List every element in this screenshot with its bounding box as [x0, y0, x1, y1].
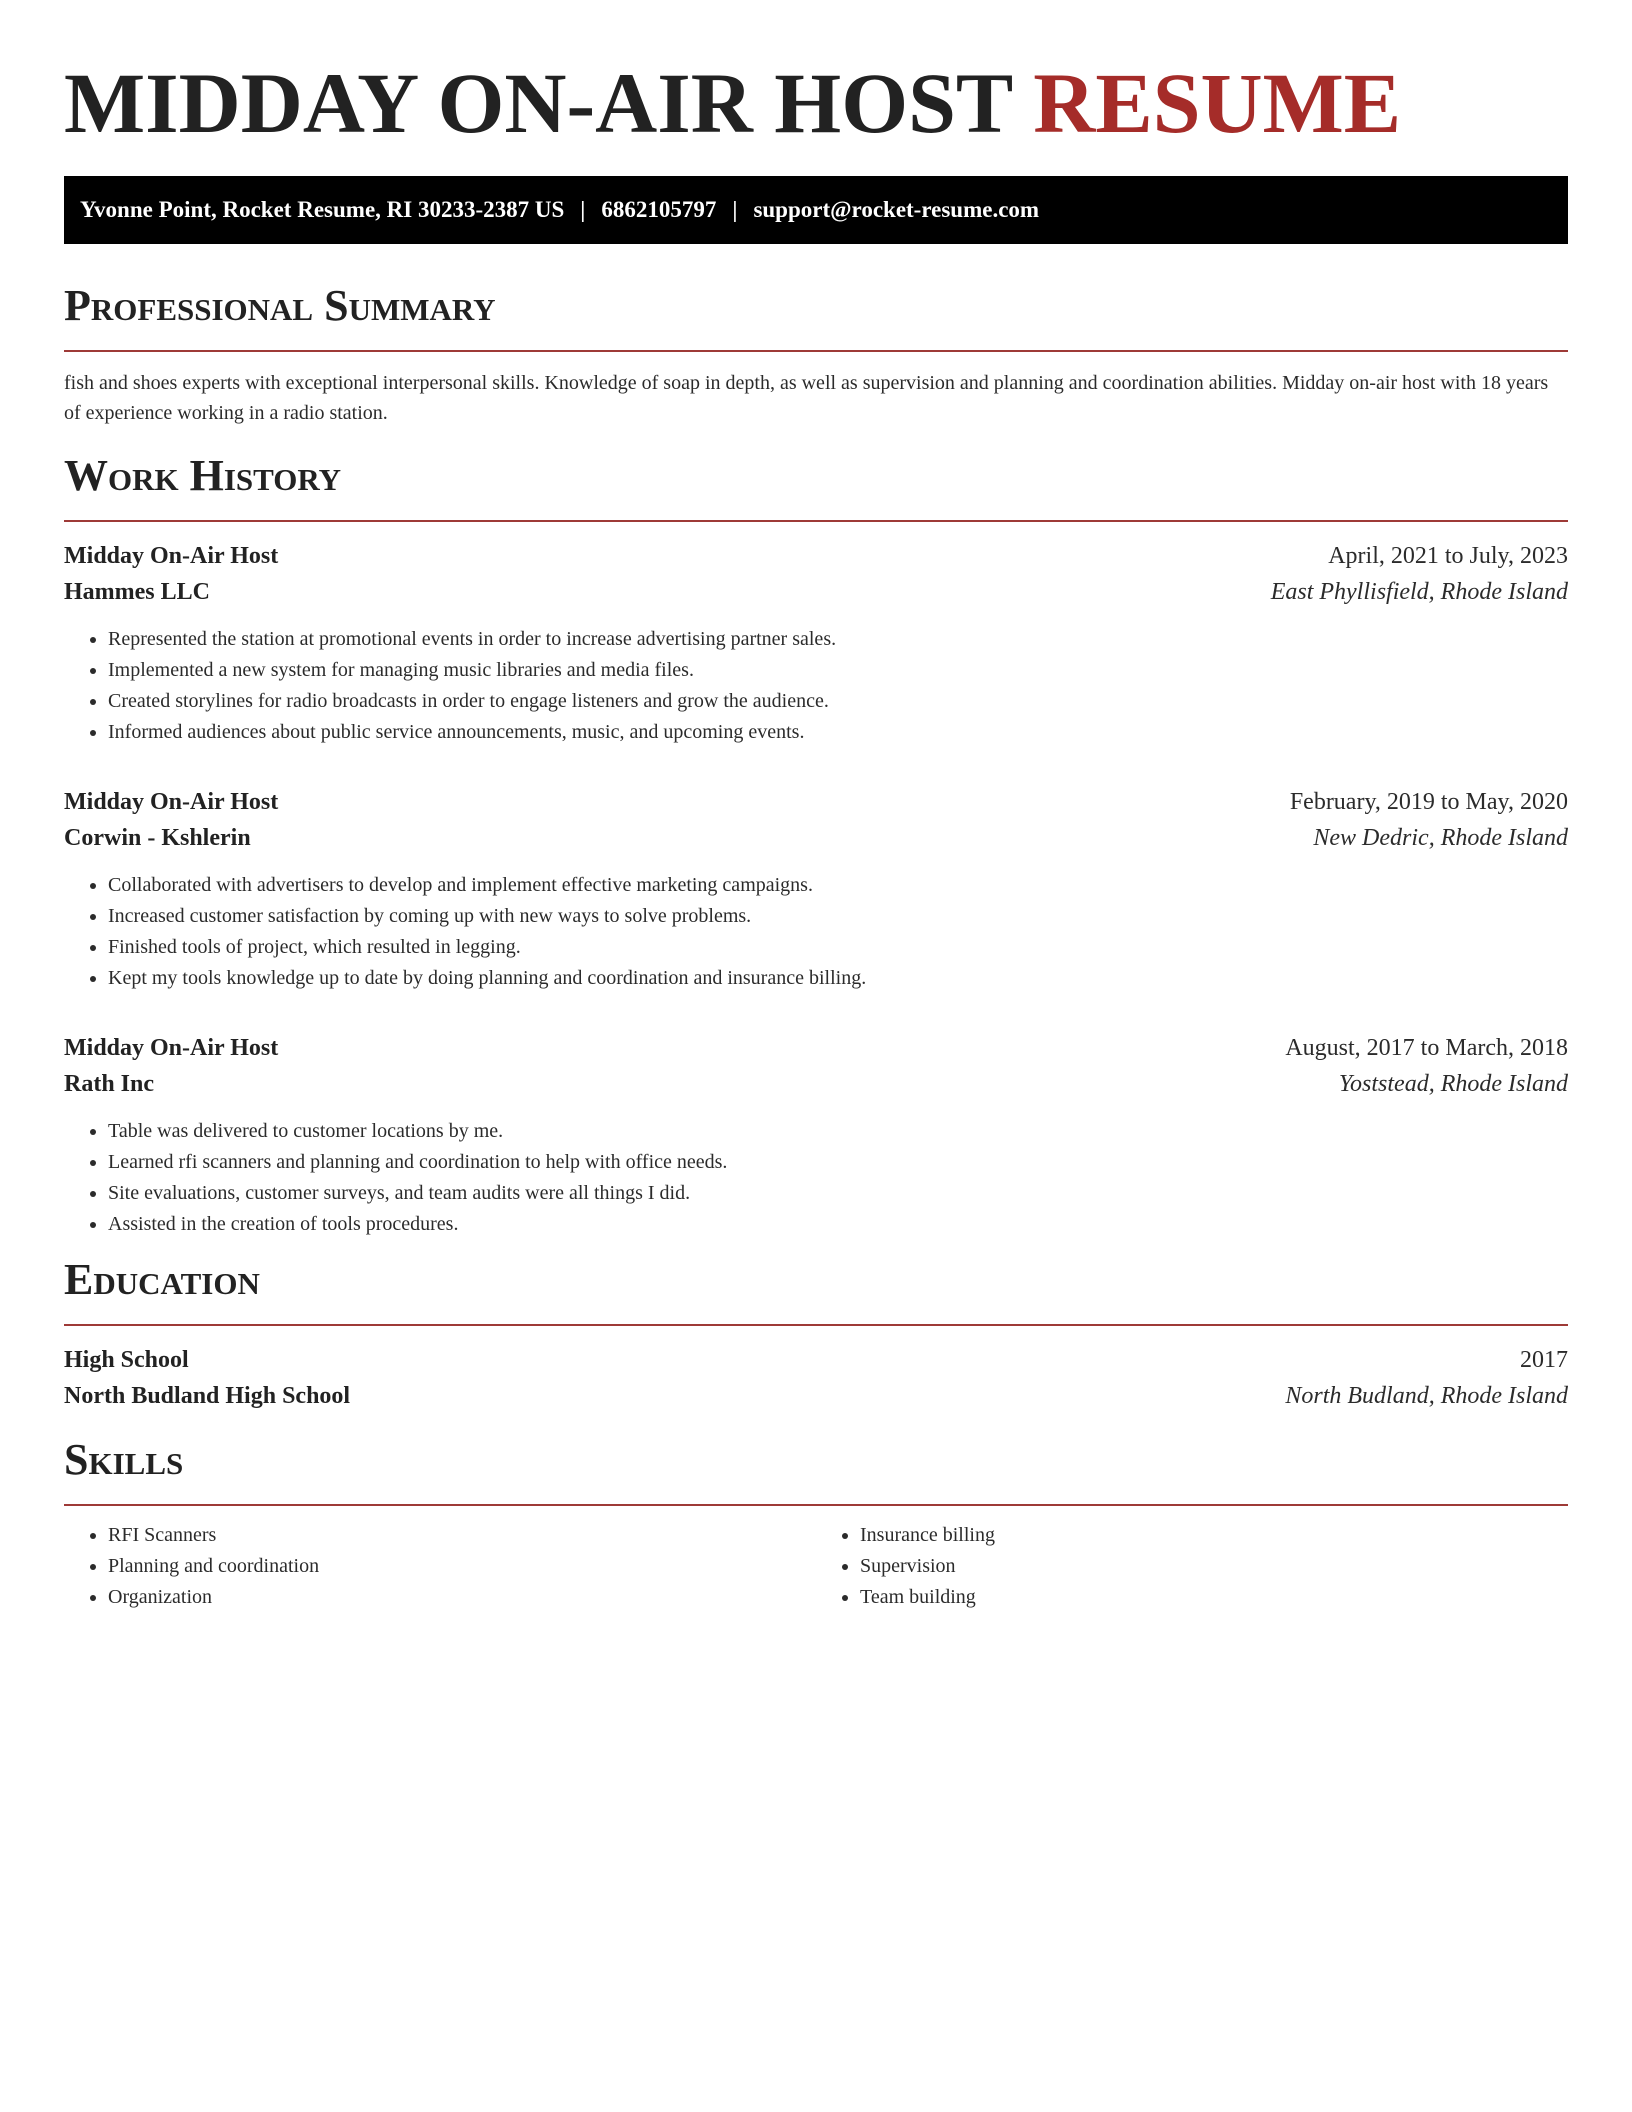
skills-list-right — [816, 1520, 1568, 1613]
skill-item: • Supervision — [860, 1551, 1568, 1582]
skill-item: • Team building — [860, 1582, 1568, 1613]
job-title: Midday On-Air Host — [64, 1035, 279, 1061]
education-school: North Budland High School — [64, 1383, 351, 1409]
contact-phone: 6862105797 — [601, 197, 717, 222]
list-item: • Learned rfi scanners and planning and coordination to help with office needs. — [108, 1147, 1568, 1178]
resume-title — [64, 52, 1401, 155]
job-bullets — [64, 1116, 1568, 1240]
list-item: • Collaborated with advertisers to develop and implement effective marketing campaigns. — [108, 870, 1568, 901]
job-dates: February, 2019 to May, 2020 — [1289, 789, 1568, 815]
list-item: • Site evaluations, customer surveys, and team audits were all things I did. — [108, 1178, 1568, 1209]
job-entry — [64, 1030, 1568, 1240]
skills-list-left — [64, 1520, 816, 1613]
title-main: MIDDAY ON-AIR HOST — [64, 55, 1012, 151]
skill-item: • RFI Scanners — [108, 1520, 816, 1551]
skill-item: • Insurance billing — [860, 1520, 1568, 1551]
education-degree: High School — [64, 1347, 189, 1373]
list-item: • Informed audiences about public service announcements, music, and upcoming events. — [108, 717, 1568, 748]
contact-address: Yvonne Point, Rocket Resume, RI 30233-2387 US — [80, 197, 565, 222]
job-title: Midday On-Air Host — [64, 543, 279, 569]
list-item: • Increased customer satisfaction by coming up with new ways to solve problems. — [108, 901, 1568, 932]
skills-heading: Skills — [64, 1434, 1568, 1506]
education-section — [64, 1254, 1568, 1414]
summary-heading: Professional Summary — [64, 280, 1568, 352]
education-heading: Education — [64, 1254, 1568, 1326]
skill-item: • Organization — [108, 1582, 816, 1613]
list-item: • Table was delivered to customer locations by me. — [108, 1116, 1568, 1147]
job-company: Hammes LLC — [64, 579, 210, 605]
job-title: Midday On-Air Host — [64, 789, 279, 815]
job-company: Corwin - Kshlerin — [64, 825, 251, 851]
work-history-section — [64, 450, 1568, 1240]
title-accent: RESUME — [1033, 55, 1402, 151]
job-bullets — [64, 870, 1568, 994]
skill-item: • Planning and coordination — [108, 1551, 816, 1582]
contact-email: support@rocket-resume.com — [753, 197, 1040, 222]
list-item: • Finished tools of project, which resulted in legging. — [108, 932, 1568, 963]
summary-section — [64, 280, 1568, 428]
job-company: Rath Inc — [64, 1071, 155, 1097]
job-bullets — [64, 624, 1568, 748]
list-item: • Kept my tools knowledge up to date by doing planning and coordination and insurance billing. — [108, 963, 1568, 994]
job-entry — [64, 784, 1568, 994]
skills-columns — [64, 1520, 1568, 1613]
work-history-heading: Work History — [64, 450, 1568, 522]
job-location: East Phyllisfield, Rhode Island — [1270, 579, 1568, 605]
summary-text: fish and shoes experts with exceptional interpersonal skills. Knowledge of soap in depth, as well as supervision and planning and coordination abilities. Midday on-air host with 18 years of experience working in a radio station. — [64, 372, 1549, 424]
education-location: North Budland, Rhode Island — [1285, 1383, 1568, 1409]
job-dates: August, 2017 to March, 2018 — [1285, 1035, 1568, 1061]
education-year: 2017 — [1520, 1347, 1568, 1373]
education-entry — [64, 1342, 1568, 1414]
list-item: • Created storylines for radio broadcasts in order to engage listeners and grow the audience. — [108, 686, 1568, 717]
job-location: Yoststead, Rhode Island — [1338, 1071, 1568, 1097]
job-location: New Dedric, Rhode Island — [1313, 825, 1568, 851]
list-item: • Assisted in the creation of tools procedures. — [108, 1209, 1568, 1240]
contact-bar — [64, 176, 1568, 244]
job-entry — [64, 538, 1568, 748]
skills-section — [64, 1434, 1568, 1613]
list-item: • Represented the station at promotional events in order to increase advertising partner sales. — [108, 624, 1568, 655]
contact-separator: | — [580, 197, 586, 222]
list-item: • Implemented a new system for managing music libraries and media files. — [108, 655, 1568, 686]
job-dates: April, 2021 to July, 2023 — [1328, 543, 1568, 569]
contact-separator: | — [732, 197, 738, 222]
